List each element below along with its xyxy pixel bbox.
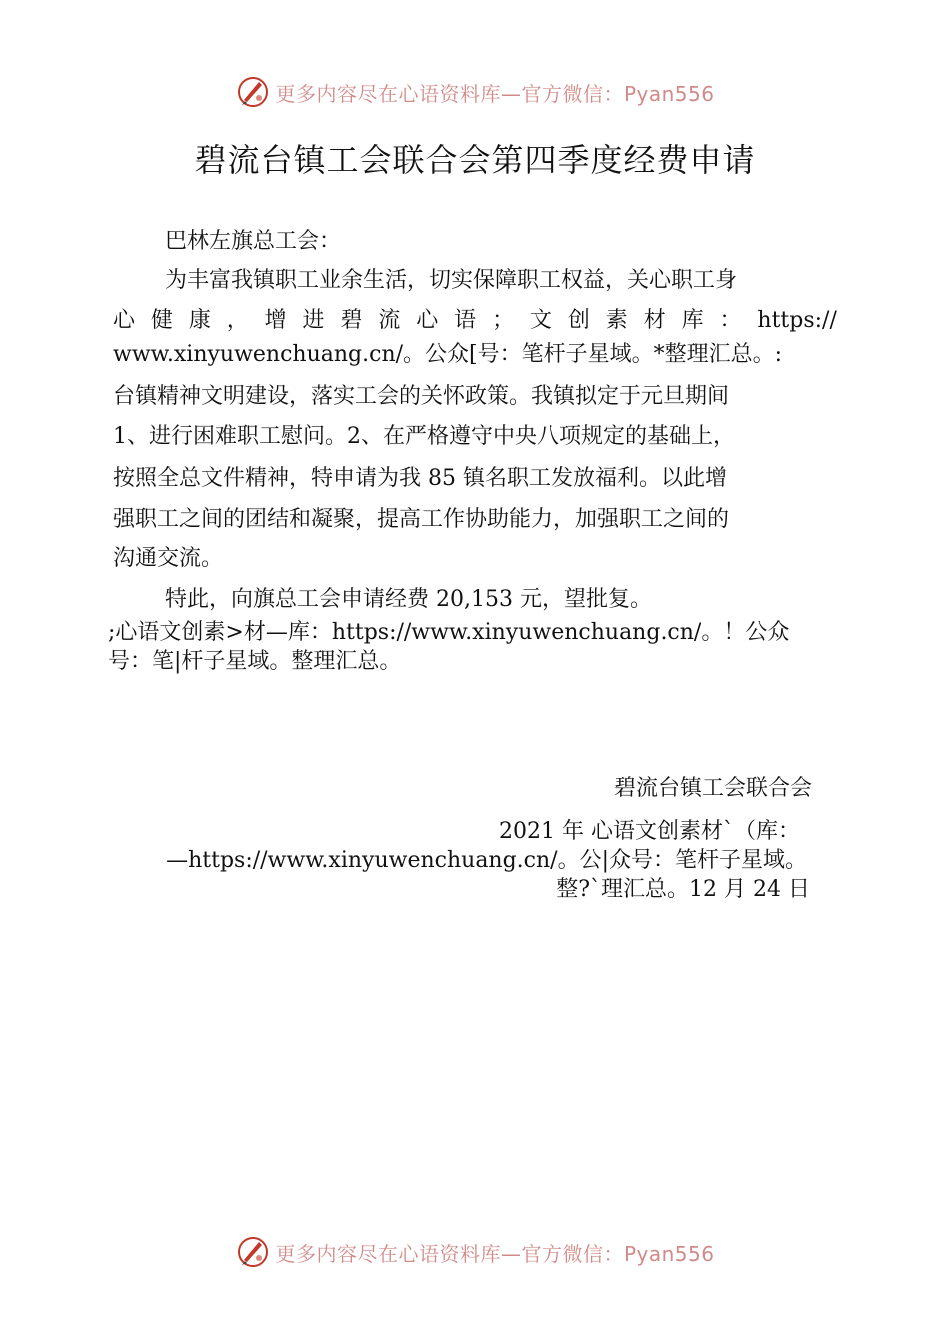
signature-org: 碧流台镇工会联合会 bbox=[613, 776, 812, 801]
spaced-char: 创 bbox=[567, 308, 590, 333]
request-line: 特此，向旗总工会申请经费 20,153 元，望批复。 bbox=[165, 587, 652, 612]
spaced-char: 心 bbox=[416, 308, 439, 333]
spaced-char: 语 bbox=[454, 308, 477, 333]
spaced-char: 流 bbox=[378, 308, 401, 333]
body-line-spaced bbox=[113, 306, 837, 336]
footer-banner-text: 更多内容尽在心语资料库—官方微信：Pyan556 bbox=[275, 1241, 715, 1266]
spaced-char: 材 bbox=[643, 308, 666, 333]
signature-date-line: —https://www.xinyuwenchuang.cn/。公|众号：笔杆子星域。 bbox=[166, 848, 807, 873]
header-banner-text: 更多内容尽在心语资料库—官方微信：Pyan556 bbox=[275, 81, 715, 106]
document-title: 碧流台镇工会联合会第四季度经费申请 bbox=[194, 141, 756, 179]
spaced-char: ， bbox=[226, 308, 249, 333]
spaced-char: 碧 bbox=[340, 308, 363, 333]
body-line: 号：笔|杆子星域。整理汇总。 bbox=[108, 649, 402, 674]
body-line: www.xinyuwenchuang.cn/。公众[号：笔杆子星域。*整理汇总。: bbox=[113, 342, 783, 367]
salutation: 巴林左旗总工会： bbox=[165, 229, 342, 254]
signature-date-line: 整?`理汇总。12 月 24 日 bbox=[556, 877, 810, 902]
body-line: 按照全总文件精神，特申请为我 85 镇名职工发放福利。以此增 bbox=[113, 466, 727, 491]
spaced-char: https:// bbox=[757, 308, 837, 333]
signature-date-line: 2021 年 心语文创素材`（库： bbox=[499, 819, 800, 844]
body-line: ;心语文创素>材—库：https://www.xinyuwenchuang.cn/。！公众 bbox=[108, 620, 790, 645]
body-line: 沟通交流。 bbox=[113, 546, 224, 571]
spaced-char: 增 bbox=[264, 308, 287, 333]
header-banner bbox=[0, 72, 950, 112]
spaced-char: 库 bbox=[681, 308, 704, 333]
body-line: 强职工之间的团结和凝聚，提高工作协助能力，加强职工之间的 bbox=[113, 507, 730, 532]
spaced-char: 康 bbox=[188, 308, 211, 333]
logo-icon bbox=[235, 74, 271, 110]
spaced-char: 心 bbox=[113, 308, 136, 333]
body-line: 为丰富我镇职工业余生活，切实保障职工权益，关心职工身 bbox=[165, 268, 738, 293]
spaced-char: 健 bbox=[150, 308, 173, 333]
spaced-char: ； bbox=[492, 308, 515, 333]
body-line: 台镇精神文明建设，落实工会的关怀政策。我镇拟定于元旦期间 bbox=[113, 384, 730, 409]
spaced-char: 文 bbox=[529, 308, 552, 333]
logo-icon bbox=[235, 1234, 271, 1270]
footer-banner bbox=[0, 1232, 950, 1272]
body-line: 1、进行困难职工慰问。2、在严格遵守中央八项规定的基础上， bbox=[113, 424, 735, 449]
spaced-char: 进 bbox=[302, 308, 325, 333]
spaced-char: ： bbox=[719, 308, 742, 333]
spaced-char: 素 bbox=[605, 308, 628, 333]
